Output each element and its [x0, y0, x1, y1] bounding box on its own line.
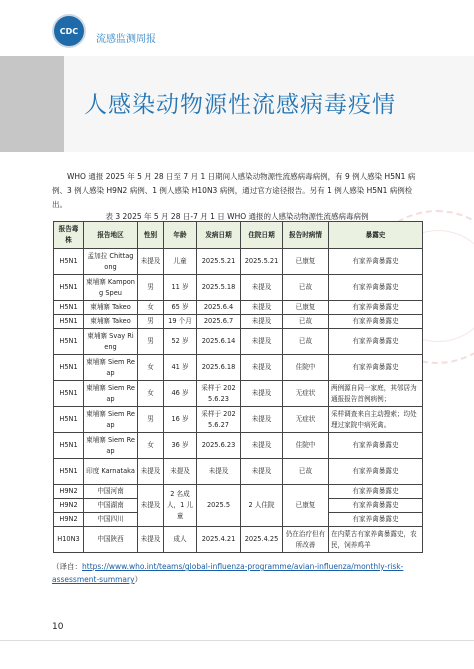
table-cell: 未提及	[241, 407, 283, 433]
table-cell: 成人	[164, 527, 197, 553]
table-cell: 两例源自同一家庭，其邻居为通报报告首例病例；	[329, 381, 423, 407]
table-cell: 柬埔寨 Takeo	[84, 301, 138, 315]
table-cell: 未提及	[138, 527, 164, 553]
table-cell: 2025.5.21	[241, 249, 283, 275]
col-header: 住院日期	[241, 222, 283, 249]
title-banner	[0, 56, 474, 152]
table-cell: 已康复	[283, 249, 329, 275]
table-cell: 有家养禽暴露史	[329, 355, 423, 381]
table-cell: 未提及	[241, 459, 283, 485]
col-header: 年龄	[164, 222, 197, 249]
col-header: 报告毒株	[54, 222, 84, 249]
table-cell: H5N1	[54, 459, 84, 485]
table-cell: 女	[138, 355, 164, 381]
col-header: 发病日期	[197, 222, 241, 249]
table-cell: 有家养禽暴露史	[329, 301, 423, 315]
table-row	[54, 355, 423, 381]
table-cell: 2 名成人，1 儿童	[164, 485, 197, 527]
header	[0, 0, 474, 56]
table-cell: 印度 Karnataka	[84, 459, 138, 485]
source-link[interactable]: https://www.who.int/teams/global-influenza-programme/avian-influenza/monthly-risk-assessment-summary	[52, 562, 404, 584]
table-cell: 中国陕西	[84, 527, 138, 553]
table-cell: 有家养禽暴露史	[329, 249, 423, 275]
table-cell: H5N1	[54, 381, 84, 407]
table-caption: 表 3 2025 年 5 月 28 日-7 月 1 日 WHO 通报的人感染动物源性流感病毒病例	[105, 212, 369, 221]
table-row	[54, 485, 423, 499]
table-cell: 19 个月	[164, 315, 197, 329]
table-cell: 2025.6.4	[197, 301, 241, 315]
table-cell: 65 岁	[164, 301, 197, 315]
table-cell: 2025.5.21	[197, 249, 241, 275]
logo-text: CDC	[59, 26, 79, 36]
table-cell: 已康复	[283, 485, 329, 527]
brand-title: 流感监测周报	[96, 34, 156, 45]
table-cell: 未提及	[138, 485, 164, 527]
cdc-logo-icon	[52, 14, 86, 48]
table-cell: 41 岁	[164, 355, 197, 381]
table-cell: 采样于 2025.6.23	[197, 381, 241, 407]
table-cell: H5N1	[54, 301, 84, 315]
table-cell: 11 岁	[164, 275, 197, 301]
table-cell: 采样调查来自主动搜索；均处理过家院中病死禽。	[329, 407, 423, 433]
table-cell: 在内蒙古有家养禽暴露史，农民，饲养鸡羊	[329, 527, 423, 553]
source-suffix: ）	[134, 575, 143, 584]
table-cell: 中国河南	[84, 485, 138, 499]
table-cell: H9N2	[54, 499, 84, 513]
table-cell: 2025.4.21	[197, 527, 241, 553]
table-row	[54, 459, 423, 485]
table-cell: 已故	[283, 275, 329, 301]
table-cell: 中国湖南	[84, 499, 138, 513]
table-row	[54, 275, 423, 301]
table-cell: 柬埔寨 Siem Reap	[84, 407, 138, 433]
table-cell: 柬埔寨 Siem Reap	[84, 355, 138, 381]
table-cell: 52 岁	[164, 329, 197, 355]
table-cell: 2025.6.23	[197, 433, 241, 459]
table-cell: 2 人住院	[241, 485, 283, 527]
cases-table	[53, 221, 423, 553]
table-cell: 已康复	[283, 301, 329, 315]
table-cell: H5N1	[54, 407, 84, 433]
table-cell: 无症状	[283, 381, 329, 407]
table-cell: 已故	[283, 329, 329, 355]
table-cell: H5N1	[54, 433, 84, 459]
source-prefix: （译自：	[52, 562, 82, 571]
table-row	[54, 407, 423, 433]
table-cell: H5N1	[54, 315, 84, 329]
table-cell: 有家养禽暴露史	[329, 275, 423, 301]
page-number: 10	[52, 622, 64, 632]
table-cell: 女	[138, 381, 164, 407]
col-header: 性别	[138, 222, 164, 249]
table-cell: 无症状	[283, 407, 329, 433]
table-cell: 柬埔寨 Siem Reap	[84, 381, 138, 407]
table-cell: H9N2	[54, 485, 84, 499]
table-row	[54, 527, 423, 553]
table-cell: 未提及	[241, 315, 283, 329]
intro-paragraph: WHO 通报 2025 年 5 月 28 日至 7 月 1 日期间人感染动物源性流感病毒病例，有 9 例人感染 H5N1 病例、3 例人感染 H9N2 病例、1 例人感染 H10N3 病例，通过官方途径报告。另有 1 例人感染 H5N1 病例检出。	[52, 172, 416, 209]
col-header: 报告时病情	[283, 222, 329, 249]
table-cell: 有家养禽暴露史	[329, 329, 423, 355]
table-cell: 46 岁	[164, 381, 197, 407]
table-cell: H5N1	[54, 355, 84, 381]
table-cell: 住院中	[283, 355, 329, 381]
table-cell: 有家养禽暴露史	[329, 315, 423, 329]
table-cell: 有家养禽暴露史	[329, 513, 423, 527]
table-cell: 柬埔寨 Siem Reap	[84, 433, 138, 459]
table-cell: 未提及	[164, 459, 197, 485]
table-cell: 36 岁	[164, 433, 197, 459]
table-cell: 男	[138, 407, 164, 433]
table-row	[54, 433, 423, 459]
table-cell: 未提及	[138, 459, 164, 485]
table-cell: 中国四川	[84, 513, 138, 527]
table-cell: H10N3	[54, 527, 84, 553]
table-row	[54, 329, 423, 355]
table-cell: 已故	[283, 315, 329, 329]
table-cell: 2025.6.14	[197, 329, 241, 355]
table-cell: 2025.6.7	[197, 315, 241, 329]
table-row	[54, 315, 423, 329]
table-row	[54, 381, 423, 407]
table-cell: H9N2	[54, 513, 84, 527]
page-title: 人感染动物源性流感病毒疫情	[84, 92, 396, 118]
table-cell: 住院中	[283, 433, 329, 459]
table-row	[54, 301, 423, 315]
table-cell: 女	[138, 301, 164, 315]
col-header: 报告地区	[84, 222, 138, 249]
table-cell: 未提及	[241, 275, 283, 301]
table-cell: 仍在治疗但有所改善	[283, 527, 329, 553]
source-note	[52, 560, 424, 586]
table-cell: 未提及	[197, 459, 241, 485]
table-row	[54, 249, 423, 275]
table-cell: 男	[138, 315, 164, 329]
table-cell: 采样于 2025.6.27	[197, 407, 241, 433]
table-cell: 未提及	[241, 433, 283, 459]
table-cell: 未提及	[241, 381, 283, 407]
table-cell: 未提及	[138, 249, 164, 275]
table-cell: H5N1	[54, 329, 84, 355]
table-header-row	[54, 222, 423, 249]
col-header: 暴露史	[329, 222, 423, 249]
table-cell: H5N1	[54, 249, 84, 275]
table-cell: 男	[138, 329, 164, 355]
table-cell: 孟加拉 Chittagong	[84, 249, 138, 275]
table-cell: 有家养禽暴露史	[329, 499, 423, 513]
table-cell: 儿童	[164, 249, 197, 275]
table-cell: 有家养禽暴露史	[329, 485, 423, 499]
table-cell: 柬埔寨 Kampong Speu	[84, 275, 138, 301]
table-cell: 已故	[283, 459, 329, 485]
table-cell: 女	[138, 433, 164, 459]
footer-divider	[0, 640, 474, 641]
table-cell: 有家养禽暴露史	[329, 433, 423, 459]
table-cell: 2025.5.18	[197, 275, 241, 301]
table-cell: H5N1	[54, 275, 84, 301]
table-cell: 有家养禽暴露史	[329, 459, 423, 485]
table-cell: 未提及	[241, 301, 283, 315]
table-cell: 2025.5	[197, 485, 241, 527]
table-cell: 柬埔寨 Takeo	[84, 315, 138, 329]
table-cell: 2025.4.25	[241, 527, 283, 553]
table-cell: 男	[138, 275, 164, 301]
table-cell: 2025.6.18	[197, 355, 241, 381]
table-cell: 未提及	[241, 329, 283, 355]
table-cell: 未提及	[241, 355, 283, 381]
table-cell: 16 岁	[164, 407, 197, 433]
table-cell: 柬埔寨 Svay Rieng	[84, 329, 138, 355]
